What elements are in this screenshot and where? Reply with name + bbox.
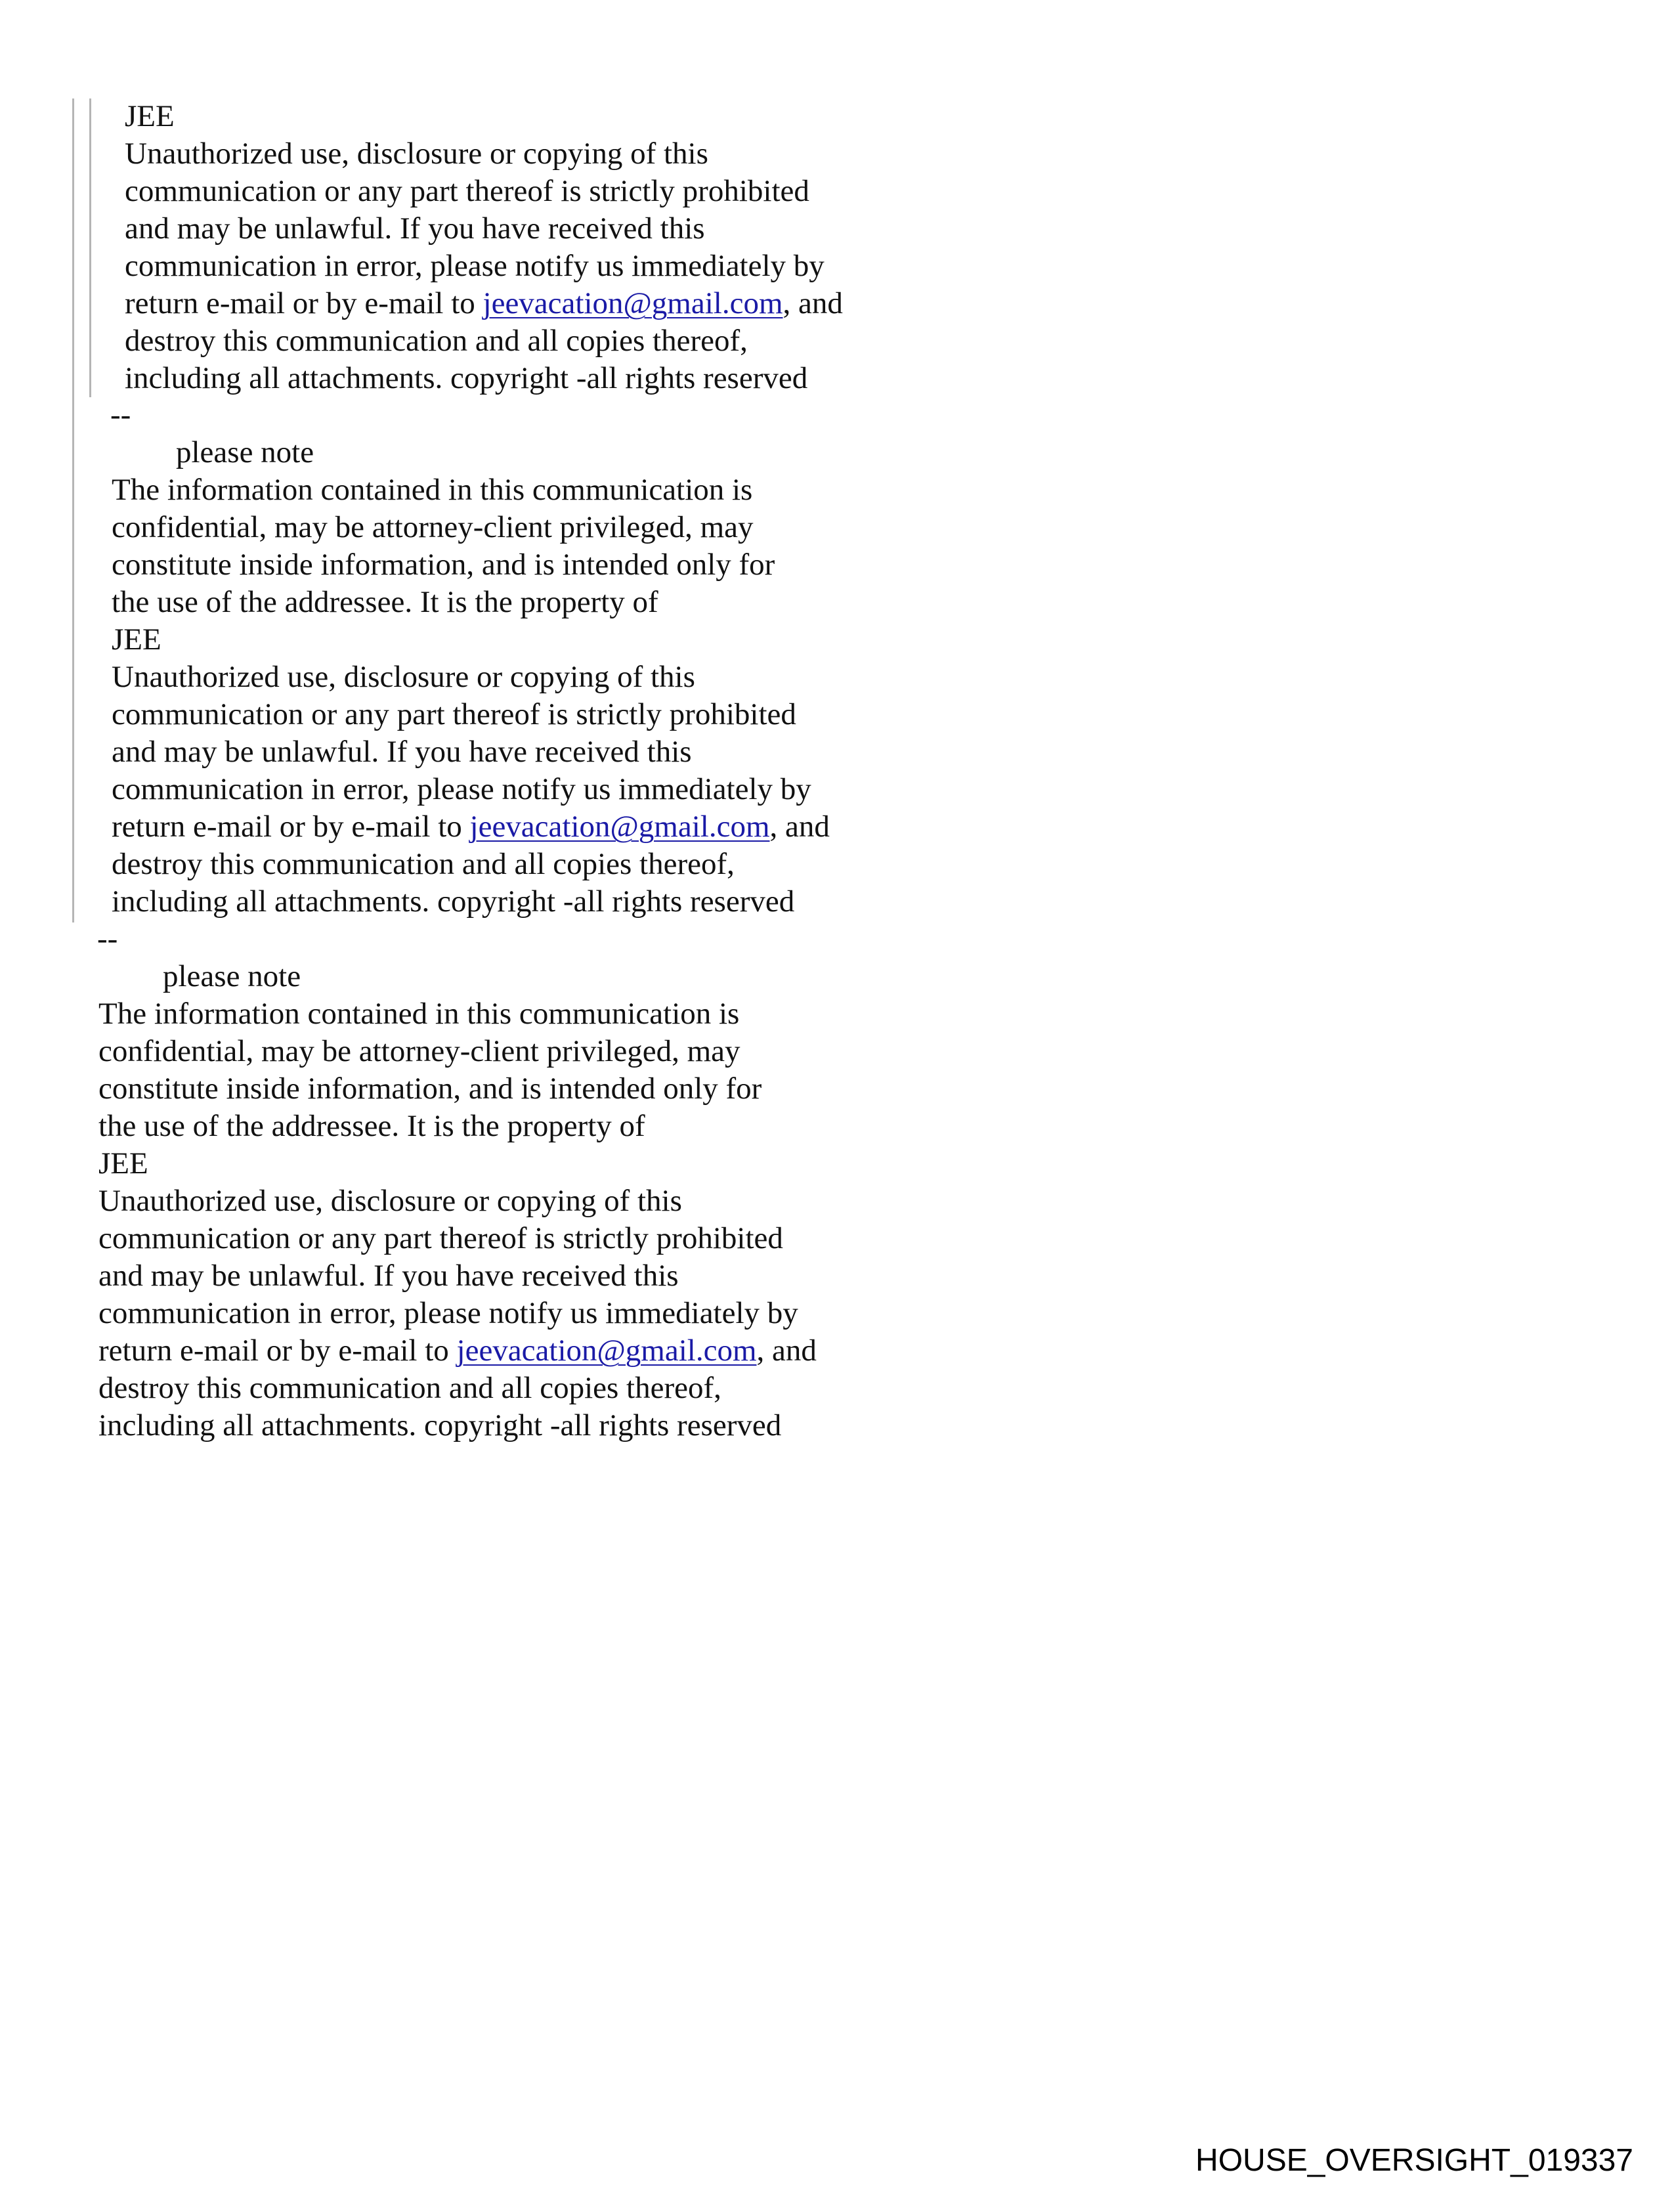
main-separator: -- xyxy=(97,922,118,956)
main-return-line xyxy=(98,1332,817,1370)
quote-return-line xyxy=(112,808,830,846)
quote-email-link[interactable]: jeevacation@gmail.com xyxy=(469,810,770,844)
main-closing-line-1: destroy this communication and all copies thereof, xyxy=(98,1371,721,1405)
inner-quote-bar xyxy=(89,98,91,397)
bates-number: HOUSE_OVERSIGHT_019337 xyxy=(1195,2143,1633,2178)
quote-unauthorized-line-1: Unauthorized use, disclosure or copying of this xyxy=(112,660,695,694)
main-unauthorized-line-3: and may be unlawful. If you have received this xyxy=(98,1259,679,1293)
quote-closing-line-2: including all attachments. copyright -all rights reserved xyxy=(112,884,795,919)
nested-return-line xyxy=(125,285,843,322)
main-unauthorized-line-4: communication in error, please notify us immediately by xyxy=(98,1296,798,1330)
main-info-line-1: The information contained in this communication is xyxy=(98,997,740,1031)
quote-info-line-3: constitute inside information, and is intended only for xyxy=(112,548,775,582)
nested-unauthorized-line-1: Unauthorized use, disclosure or copying of this xyxy=(125,137,708,171)
quote-owner: JEE xyxy=(112,622,161,657)
nested-owner: JEE xyxy=(125,99,175,133)
nested-unauthorized-line-4: communication in error, please notify us immediately by xyxy=(125,249,825,283)
nested-unauthorized-line-3: and may be unlawful. If you have received this xyxy=(125,211,705,246)
main-info-line-4: the use of the addressee. It is the property of xyxy=(98,1109,645,1143)
main-owner: JEE xyxy=(98,1146,148,1181)
outer-quote-bar xyxy=(72,98,74,922)
nested-closing-line-2: including all attachments. copyright -all rights reserved xyxy=(125,361,808,395)
nested-closing-line-1: destroy this communication and all copies thereof, xyxy=(125,324,748,358)
quote-unauthorized-line-3: and may be unlawful. If you have received this xyxy=(112,735,692,769)
main-unauthorized-line-2: communication or any part thereof is strictly prohibited xyxy=(98,1221,783,1255)
quote-info-line-2: confidential, may be attorney-client privileged, may xyxy=(112,510,754,544)
main-email-link[interactable]: jeevacation@gmail.com xyxy=(456,1334,757,1368)
main-please-note: please note xyxy=(163,959,301,993)
quote-separator: -- xyxy=(110,398,131,432)
main-unauthorized-line-1: Unauthorized use, disclosure or copying of this xyxy=(98,1184,682,1218)
quote-return-suffix: , and xyxy=(769,810,830,844)
quote-closing-line-1: destroy this communication and all copies thereof, xyxy=(112,847,735,881)
nested-return-suffix: , and xyxy=(783,286,843,320)
quote-please-note: please note xyxy=(176,435,314,469)
main-return-suffix: , and xyxy=(756,1334,817,1368)
main-closing-line-2: including all attachments. copyright -all rights reserved xyxy=(98,1408,782,1442)
quote-unauthorized-line-2: communication or any part thereof is strictly prohibited xyxy=(112,697,796,731)
main-info-line-3: constitute inside information, and is intended only for xyxy=(98,1072,762,1106)
quote-info-line-4: the use of the addressee. It is the property of xyxy=(112,585,658,619)
nested-unauthorized-line-2: communication or any part thereof is strictly prohibited xyxy=(125,174,809,208)
nested-return-prefix: return e-mail or by e-mail to xyxy=(125,286,483,320)
nested-email-link[interactable]: jeevacation@gmail.com xyxy=(483,286,783,320)
quote-unauthorized-line-4: communication in error, please notify us immediately by xyxy=(112,772,811,806)
quote-return-prefix: return e-mail or by e-mail to xyxy=(112,810,470,844)
quote-info-line-1: The information contained in this communication is xyxy=(112,473,753,507)
main-return-prefix: return e-mail or by e-mail to xyxy=(98,1334,457,1368)
main-info-line-2: confidential, may be attorney-client privileged, may xyxy=(98,1034,740,1068)
